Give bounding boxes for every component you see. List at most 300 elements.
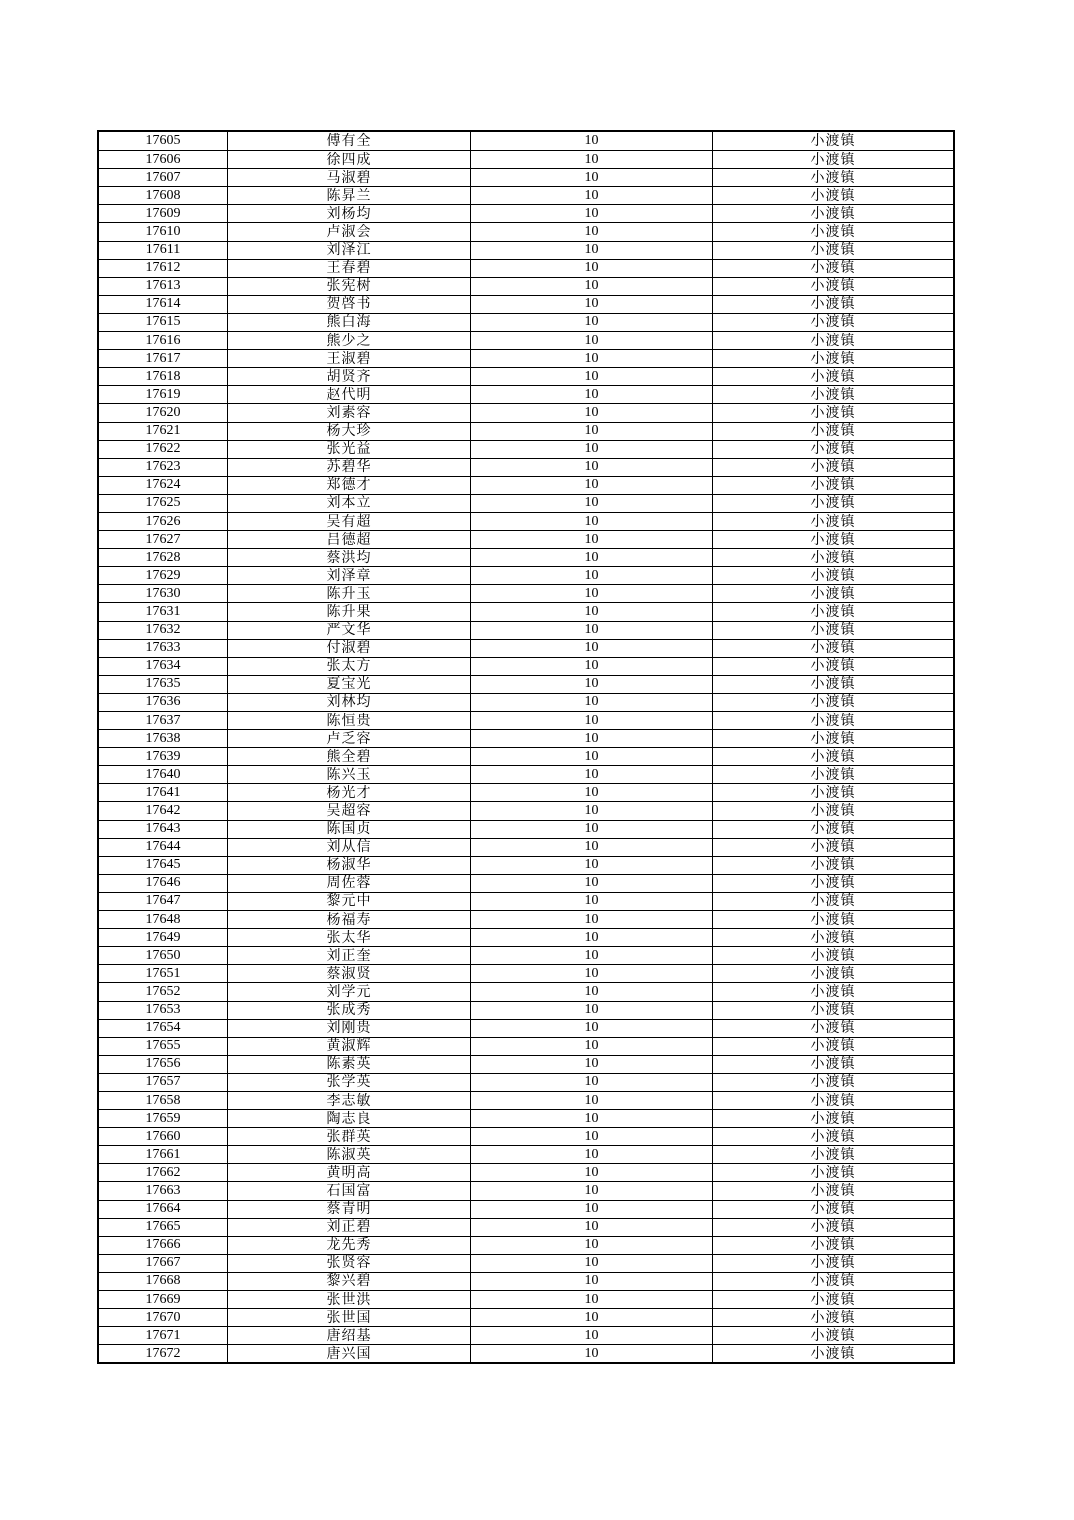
id-cell: 17660	[99, 1128, 228, 1145]
amount-cell: 10	[471, 459, 713, 476]
amount-cell: 10	[471, 567, 713, 584]
id-cell: 17609	[99, 205, 228, 222]
id-cell: 17624	[99, 477, 228, 494]
table-row	[99, 367, 953, 385]
amount-cell: 10	[471, 1074, 713, 1091]
id-cell: 17634	[99, 658, 228, 675]
table-row	[99, 693, 953, 711]
town-cell: 小渡镇	[810, 1164, 856, 1181]
table-row	[99, 241, 953, 259]
amount-cell: 10	[471, 658, 713, 675]
id-cell: 17650	[99, 947, 228, 964]
name-cell: 蔡青明	[228, 1201, 471, 1218]
table-row	[99, 222, 953, 240]
id-cell: 17621	[99, 423, 228, 440]
name-cell: 张学英	[228, 1074, 471, 1091]
town-cell: 小渡镇	[810, 784, 856, 801]
name-cell: 张光益	[228, 441, 471, 458]
town-cell: 小渡镇	[810, 477, 856, 494]
table-row	[99, 982, 953, 1000]
amount-cell: 10	[471, 1255, 713, 1272]
town-cell: 小渡镇	[810, 224, 856, 241]
amount-cell: 10	[471, 368, 713, 385]
town-cell: 小渡镇	[810, 640, 856, 657]
town-cell: 小渡镇	[810, 1273, 856, 1290]
amount-cell: 10	[471, 712, 713, 729]
name-cell: 熊白海	[228, 314, 471, 331]
town-cell: 小渡镇	[810, 1002, 856, 1019]
town-cell: 小渡镇	[810, 965, 856, 982]
id-cell: 17605	[99, 132, 228, 150]
table-row	[99, 331, 953, 349]
name-cell: 蔡淑贤	[228, 965, 471, 982]
id-cell: 17631	[99, 603, 228, 620]
name-cell: 刘从信	[228, 839, 471, 856]
id-cell: 17612	[99, 260, 228, 277]
id-cell: 17654	[99, 1020, 228, 1037]
table-row	[99, 1109, 953, 1127]
table-row	[99, 349, 953, 367]
table-row	[99, 820, 953, 838]
town-cell: 小渡镇	[810, 730, 856, 747]
town-cell: 小渡镇	[810, 1345, 856, 1362]
name-cell: 杨大珍	[228, 423, 471, 440]
town-cell: 小渡镇	[810, 803, 856, 820]
table-row	[99, 458, 953, 476]
id-cell: 17642	[99, 802, 228, 819]
table-row	[99, 964, 953, 982]
name-cell: 杨福寿	[228, 911, 471, 928]
table-row	[99, 1308, 953, 1326]
town-cell: 小渡镇	[810, 694, 856, 711]
id-cell: 17672	[99, 1345, 228, 1362]
amount-cell: 10	[471, 875, 713, 892]
table-row	[99, 1091, 953, 1109]
table-row	[99, 1236, 953, 1254]
amount-cell: 10	[471, 802, 713, 819]
town-cell: 小渡镇	[810, 151, 856, 168]
id-cell: 17632	[99, 622, 228, 639]
id-cell: 17639	[99, 748, 228, 765]
amount-cell: 10	[471, 1038, 713, 1055]
table-row	[99, 765, 953, 783]
amount-cell: 10	[471, 531, 713, 548]
table-row	[99, 1254, 953, 1272]
name-cell: 王春碧	[228, 260, 471, 277]
id-cell: 17610	[99, 223, 228, 240]
table-row	[99, 132, 953, 150]
amount-cell: 10	[471, 223, 713, 240]
table-row	[99, 1037, 953, 1055]
name-cell: 夏宝光	[228, 676, 471, 693]
table-row	[99, 783, 953, 801]
table-row	[99, 385, 953, 403]
name-cell: 蔡洪均	[228, 549, 471, 566]
amount-cell: 10	[471, 151, 713, 168]
town-cell: 小渡镇	[810, 1038, 856, 1055]
table-row	[99, 838, 953, 856]
amount-cell: 10	[471, 947, 713, 964]
town-cell: 小渡镇	[810, 1182, 856, 1199]
name-cell: 傅有全	[228, 132, 471, 150]
name-cell: 李志敏	[228, 1092, 471, 1109]
amount-cell: 10	[471, 386, 713, 403]
id-cell: 17638	[99, 730, 228, 747]
town-cell: 小渡镇	[810, 296, 856, 313]
amount-cell: 10	[471, 205, 713, 222]
id-cell: 17633	[99, 640, 228, 657]
town-cell: 小渡镇	[810, 1092, 856, 1109]
id-cell: 17640	[99, 766, 228, 783]
name-cell: 黎元中	[228, 893, 471, 910]
name-cell: 徐四成	[228, 151, 471, 168]
name-cell: 黄明高	[228, 1164, 471, 1181]
table-row	[99, 639, 953, 657]
name-cell: 刘正碧	[228, 1219, 471, 1236]
amount-cell: 10	[471, 784, 713, 801]
amount-cell: 10	[471, 857, 713, 874]
name-cell: 贺啓书	[228, 296, 471, 313]
name-cell: 马淑碧	[228, 169, 471, 186]
id-cell: 17666	[99, 1237, 228, 1254]
town-cell: 小渡镇	[810, 1309, 856, 1326]
town-cell: 小渡镇	[810, 839, 856, 856]
table-row	[99, 403, 953, 421]
town-cell: 小渡镇	[810, 983, 856, 1000]
amount-cell: 10	[471, 1110, 713, 1127]
id-cell: 17653	[99, 1002, 228, 1019]
table-row	[99, 602, 953, 620]
name-cell: 王淑碧	[228, 350, 471, 367]
table-row	[99, 476, 953, 494]
table-row	[99, 277, 953, 295]
table-row	[99, 1272, 953, 1290]
town-cell: 小渡镇	[810, 748, 856, 765]
table-row	[99, 1290, 953, 1308]
town-cell: 小渡镇	[810, 187, 856, 204]
name-cell: 卢乏容	[228, 730, 471, 747]
amount-cell: 10	[471, 1309, 713, 1326]
name-cell: 吕德超	[228, 531, 471, 548]
id-cell: 17663	[99, 1182, 228, 1199]
amount-cell: 10	[471, 1345, 713, 1362]
table-row	[99, 1073, 953, 1091]
name-cell: 陈升果	[228, 603, 471, 620]
amount-cell: 10	[471, 622, 713, 639]
table-row	[99, 621, 953, 639]
town-cell: 小渡镇	[810, 676, 856, 693]
town-cell: 小渡镇	[810, 1074, 856, 1091]
town-cell: 小渡镇	[810, 821, 856, 838]
amount-cell: 10	[471, 1056, 713, 1073]
name-cell: 石国富	[228, 1182, 471, 1199]
amount-cell: 10	[471, 132, 713, 150]
table-row	[99, 892, 953, 910]
table-row	[99, 1019, 953, 1037]
town-cell: 小渡镇	[810, 603, 856, 620]
name-cell: 周佐蓉	[228, 875, 471, 892]
name-cell: 严文华	[228, 622, 471, 639]
id-cell: 17647	[99, 893, 228, 910]
amount-cell: 10	[471, 839, 713, 856]
town-cell: 小渡镇	[810, 205, 856, 222]
table-row	[99, 422, 953, 440]
table-row	[99, 440, 953, 458]
amount-cell: 10	[471, 603, 713, 620]
table-row	[99, 874, 953, 892]
id-cell: 17623	[99, 459, 228, 476]
id-cell: 17641	[99, 784, 228, 801]
town-cell: 小渡镇	[810, 423, 856, 440]
id-cell: 17618	[99, 368, 228, 385]
name-cell: 赵代明	[228, 386, 471, 403]
table-row	[99, 801, 953, 819]
id-cell: 17619	[99, 386, 228, 403]
town-cell: 小渡镇	[810, 622, 856, 639]
name-cell: 陈恒贵	[228, 712, 471, 729]
id-cell: 17667	[99, 1255, 228, 1272]
amount-cell: 10	[471, 965, 713, 982]
amount-cell: 10	[471, 495, 713, 512]
name-cell: 陈素英	[228, 1056, 471, 1073]
table-row	[99, 1218, 953, 1236]
id-cell: 17635	[99, 676, 228, 693]
id-cell: 17649	[99, 929, 228, 946]
amount-cell: 10	[471, 187, 713, 204]
amount-cell: 10	[471, 730, 713, 747]
name-cell: 郑德才	[228, 477, 471, 494]
id-cell: 17637	[99, 712, 228, 729]
table-row	[99, 1163, 953, 1181]
name-cell: 张群英	[228, 1128, 471, 1145]
name-cell: 张世国	[228, 1309, 471, 1326]
name-cell: 龙先秀	[228, 1237, 471, 1254]
table-row	[99, 204, 953, 222]
amount-cell: 10	[471, 1092, 713, 1109]
table-row	[99, 856, 953, 874]
id-cell: 17616	[99, 332, 228, 349]
town-cell: 小渡镇	[810, 1327, 856, 1344]
table-row	[99, 186, 953, 204]
name-cell: 黄淑辉	[228, 1038, 471, 1055]
town-cell: 小渡镇	[810, 459, 856, 476]
id-cell: 17628	[99, 549, 228, 566]
name-cell: 张贤容	[228, 1255, 471, 1272]
table-row	[99, 1326, 953, 1344]
table-row	[99, 259, 953, 277]
town-cell: 小渡镇	[810, 1219, 856, 1236]
amount-cell: 10	[471, 441, 713, 458]
table-row	[99, 1200, 953, 1218]
table-row	[99, 910, 953, 928]
name-cell: 陈昇兰	[228, 187, 471, 204]
id-cell: 17607	[99, 169, 228, 186]
name-cell: 卢淑会	[228, 223, 471, 240]
name-cell: 陈兴玉	[228, 766, 471, 783]
table-row	[99, 494, 953, 512]
amount-cell: 10	[471, 296, 713, 313]
amount-cell: 10	[471, 1273, 713, 1290]
amount-cell: 10	[471, 694, 713, 711]
town-cell: 小渡镇	[810, 1146, 856, 1163]
id-cell: 17652	[99, 983, 228, 1000]
table-row	[99, 675, 953, 693]
name-cell: 陈淑英	[228, 1146, 471, 1163]
amount-cell: 10	[471, 513, 713, 530]
amount-cell: 10	[471, 748, 713, 765]
table-row	[99, 729, 953, 747]
table-row	[99, 584, 953, 602]
id-cell: 17656	[99, 1056, 228, 1073]
id-cell: 17622	[99, 441, 228, 458]
name-cell: 胡贤齐	[228, 368, 471, 385]
town-cell: 小渡镇	[810, 766, 856, 783]
town-cell: 小渡镇	[810, 857, 856, 874]
table-row	[99, 548, 953, 566]
id-cell: 17627	[99, 531, 228, 548]
table-row	[99, 1001, 953, 1019]
town-cell: 小渡镇	[810, 350, 856, 367]
town-cell: 小渡镇	[810, 875, 856, 892]
town-cell: 小渡镇	[810, 712, 856, 729]
amount-cell: 10	[471, 1002, 713, 1019]
name-cell: 陈升玉	[228, 585, 471, 602]
table-row	[99, 711, 953, 729]
name-cell: 刘泽江	[228, 242, 471, 259]
town-cell: 小渡镇	[810, 1020, 856, 1037]
town-cell: 小渡镇	[810, 549, 856, 566]
id-cell: 17661	[99, 1146, 228, 1163]
town-cell: 小渡镇	[810, 893, 856, 910]
name-cell: 刘本立	[228, 495, 471, 512]
id-cell: 17655	[99, 1038, 228, 1055]
amount-cell: 10	[471, 404, 713, 421]
name-cell: 刘杨均	[228, 205, 471, 222]
table-row	[99, 295, 953, 313]
amount-cell: 10	[471, 640, 713, 657]
amount-cell: 10	[471, 169, 713, 186]
id-cell: 17669	[99, 1291, 228, 1308]
id-cell: 17668	[99, 1273, 228, 1290]
table-row	[99, 566, 953, 584]
table-row	[99, 313, 953, 331]
id-cell: 17617	[99, 350, 228, 367]
amount-cell: 10	[471, 1164, 713, 1181]
table-row	[99, 657, 953, 675]
town-cell: 小渡镇	[810, 242, 856, 259]
amount-cell: 10	[471, 1219, 713, 1236]
town-cell: 小渡镇	[810, 531, 856, 548]
amount-cell: 10	[471, 1291, 713, 1308]
name-cell: 陈国贞	[228, 821, 471, 838]
town-cell: 小渡镇	[810, 1237, 856, 1254]
amount-cell: 10	[471, 1146, 713, 1163]
name-cell: 苏碧华	[228, 459, 471, 476]
amount-cell: 10	[471, 983, 713, 1000]
name-cell: 张宪树	[228, 278, 471, 295]
amount-cell: 10	[471, 549, 713, 566]
id-cell: 17670	[99, 1309, 228, 1326]
id-cell: 17662	[99, 1164, 228, 1181]
name-cell: 熊全碧	[228, 748, 471, 765]
id-cell: 17648	[99, 911, 228, 928]
amount-cell: 10	[471, 821, 713, 838]
town-cell: 小渡镇	[810, 513, 856, 530]
amount-cell: 10	[471, 1182, 713, 1199]
table-row	[99, 928, 953, 946]
id-cell: 17630	[99, 585, 228, 602]
id-cell: 17625	[99, 495, 228, 512]
town-cell: 小渡镇	[810, 585, 856, 602]
name-cell: 杨淑华	[228, 857, 471, 874]
town-cell: 小渡镇	[810, 658, 856, 675]
town-cell: 小渡镇	[810, 1128, 856, 1145]
table-row	[99, 168, 953, 186]
town-cell: 小渡镇	[810, 386, 856, 403]
town-cell: 小渡镇	[810, 278, 856, 295]
town-cell: 小渡镇	[810, 404, 856, 421]
id-cell: 17645	[99, 857, 228, 874]
table-row	[99, 1145, 953, 1163]
amount-cell: 10	[471, 1327, 713, 1344]
id-cell: 17658	[99, 1092, 228, 1109]
name-cell: 唐绍基	[228, 1327, 471, 1344]
name-cell: 张成秀	[228, 1002, 471, 1019]
table-row	[99, 530, 953, 548]
id-cell: 17611	[99, 242, 228, 259]
name-cell: 张世洪	[228, 1291, 471, 1308]
town-cell: 小渡镇	[810, 929, 856, 946]
amount-cell: 10	[471, 350, 713, 367]
id-cell: 17629	[99, 567, 228, 584]
name-cell: 吴有超	[228, 513, 471, 530]
name-cell: 刘学元	[228, 983, 471, 1000]
amount-cell: 10	[471, 260, 713, 277]
name-cell: 刘素容	[228, 404, 471, 421]
id-cell: 17665	[99, 1219, 228, 1236]
name-cell: 熊少之	[228, 332, 471, 349]
name-cell: 黎兴碧	[228, 1273, 471, 1290]
table-row	[99, 1181, 953, 1199]
id-cell: 17608	[99, 187, 228, 204]
id-cell: 17651	[99, 965, 228, 982]
amount-cell: 10	[471, 332, 713, 349]
id-cell: 17606	[99, 151, 228, 168]
id-cell: 17644	[99, 839, 228, 856]
town-cell: 小渡镇	[810, 260, 856, 277]
id-cell: 17613	[99, 278, 228, 295]
amount-cell: 10	[471, 1201, 713, 1218]
town-cell: 小渡镇	[810, 169, 856, 186]
table-row	[99, 1055, 953, 1073]
id-cell: 17657	[99, 1074, 228, 1091]
town-cell: 小渡镇	[810, 133, 856, 150]
town-cell: 小渡镇	[810, 332, 856, 349]
table-row	[99, 1344, 953, 1362]
amount-cell: 10	[471, 1128, 713, 1145]
name-cell: 吴超容	[228, 802, 471, 819]
amount-cell: 10	[471, 477, 713, 494]
name-cell: 刘刚贵	[228, 1020, 471, 1037]
name-cell: 张太华	[228, 929, 471, 946]
town-cell: 小渡镇	[810, 314, 856, 331]
id-cell: 17636	[99, 694, 228, 711]
name-cell: 唐兴国	[228, 1345, 471, 1362]
table-row	[99, 512, 953, 530]
name-cell: 付淑碧	[228, 640, 471, 657]
amount-cell: 10	[471, 766, 713, 783]
amount-cell: 10	[471, 1237, 713, 1254]
